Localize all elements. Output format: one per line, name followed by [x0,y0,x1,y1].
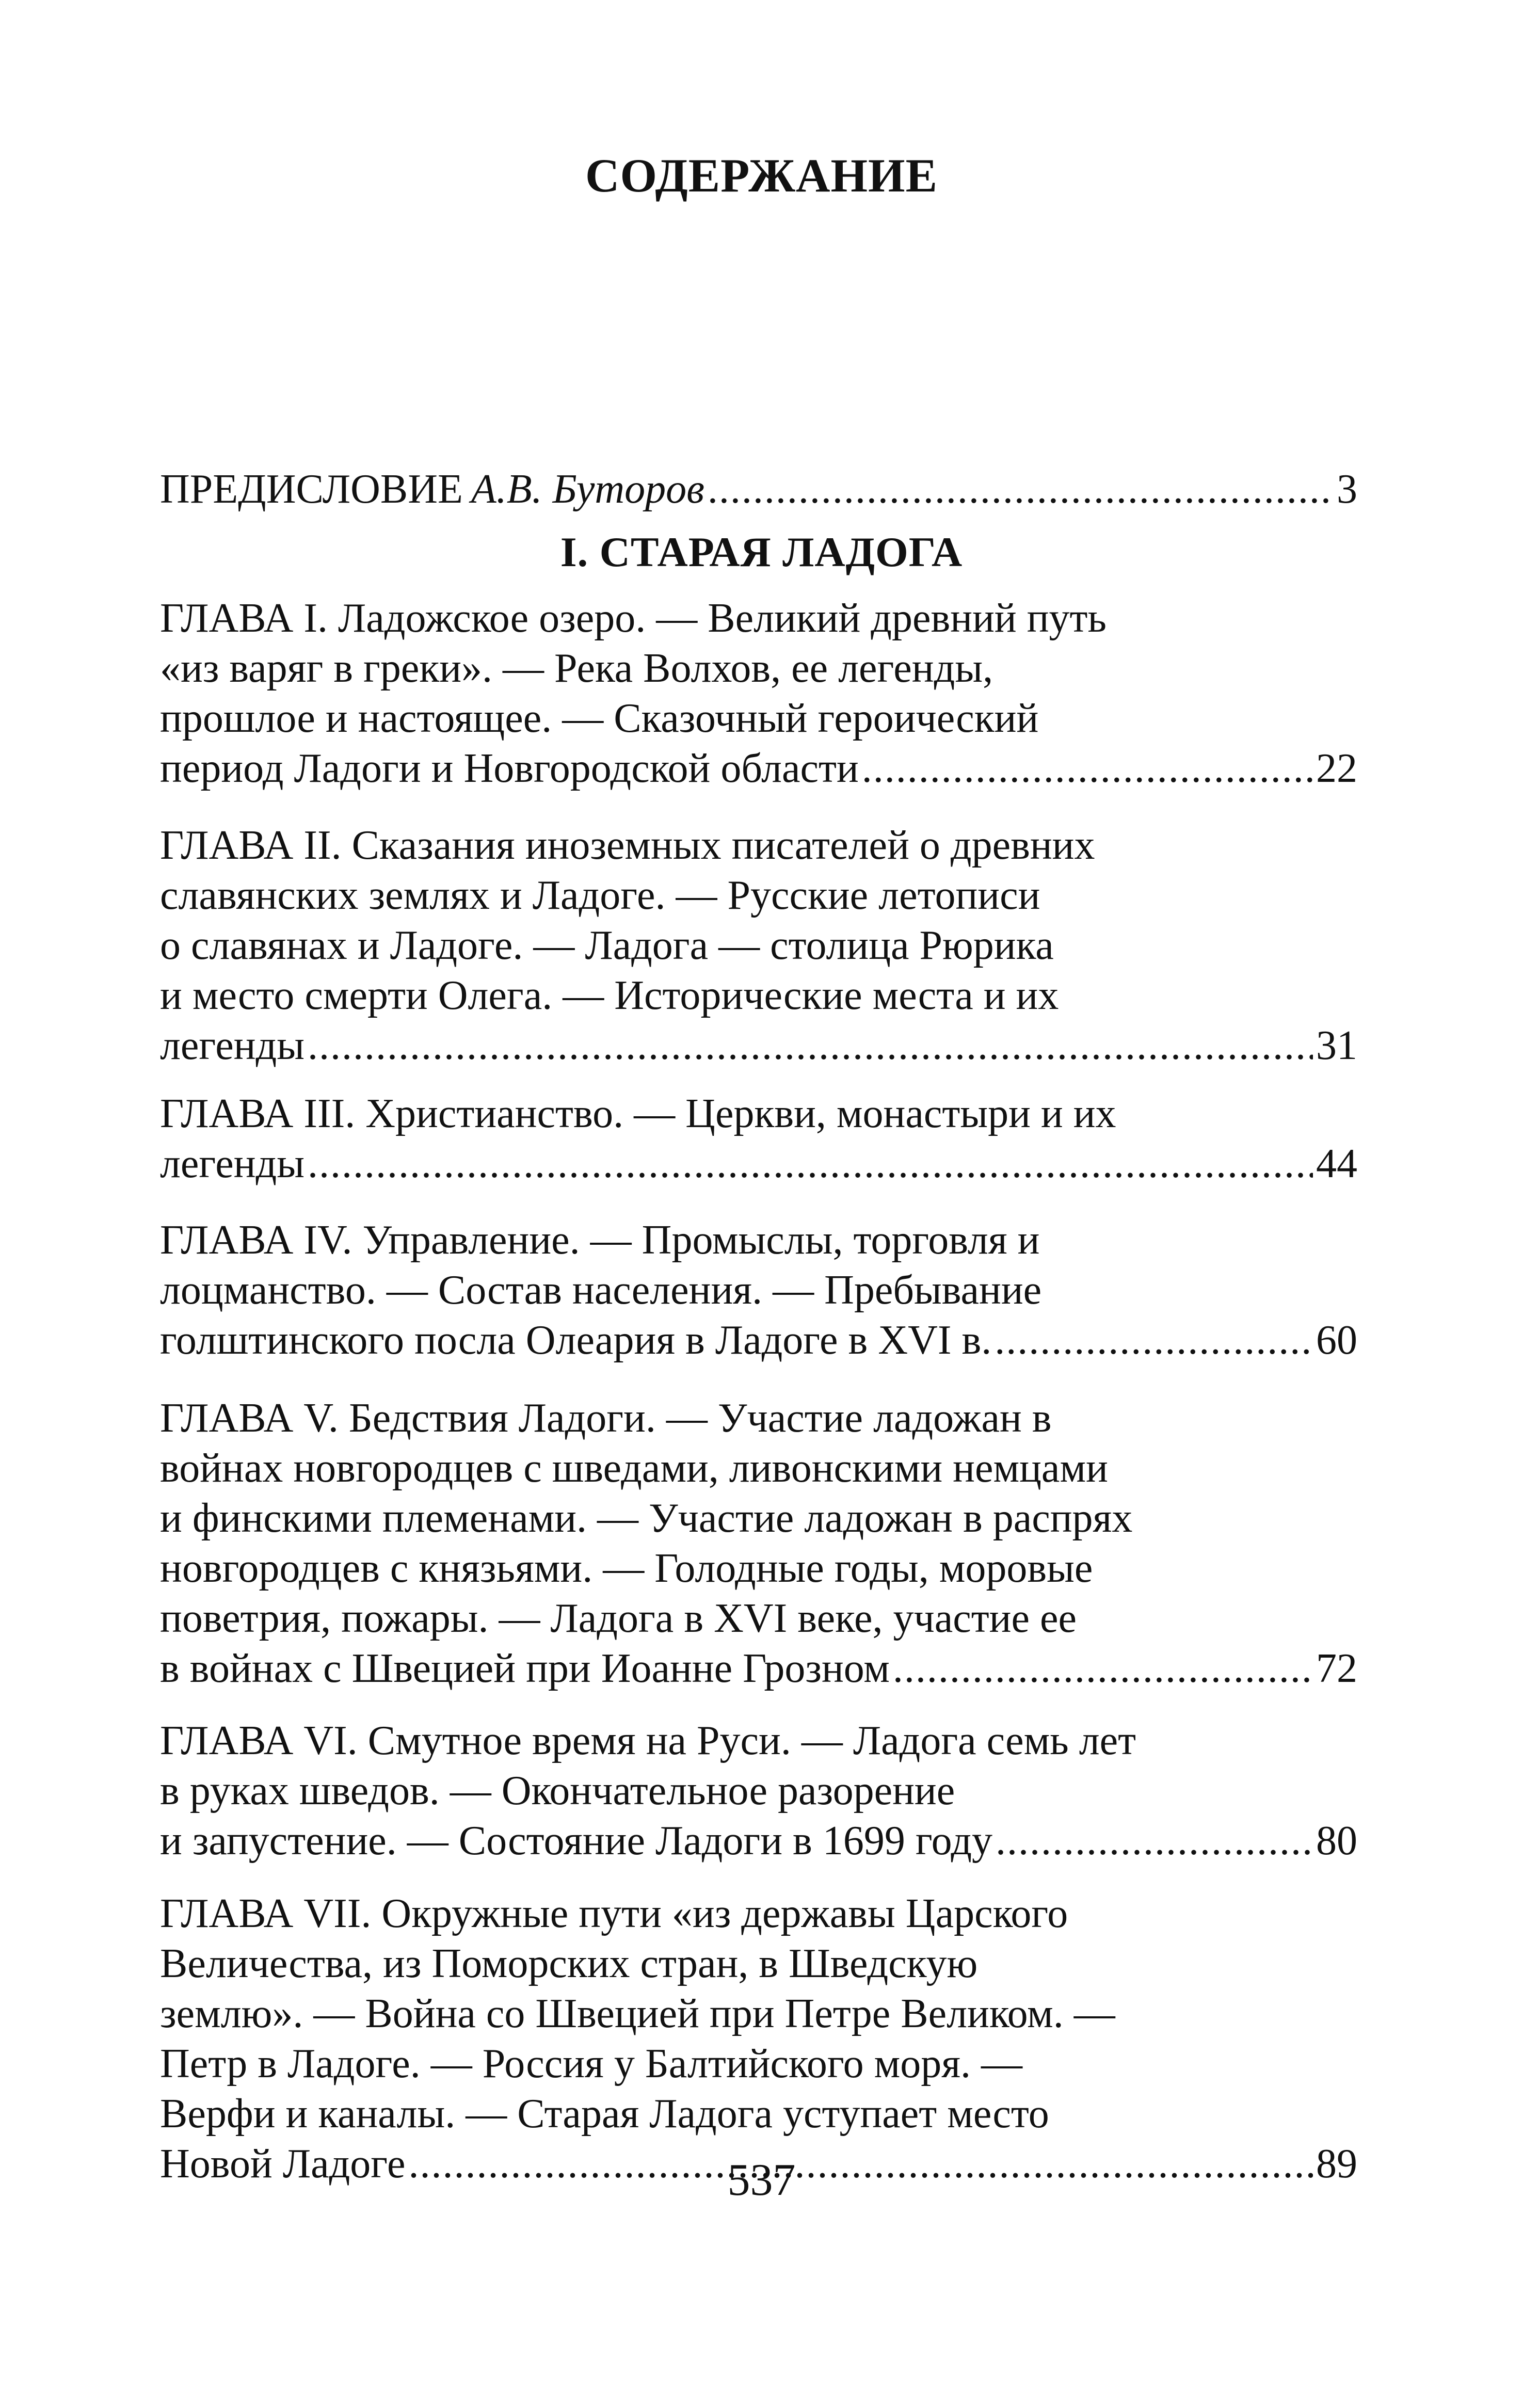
toc-page-number: 3 [1337,467,1357,512]
toc-line [160,1816,1357,1866]
leader-dots [308,1021,1313,1071]
toc-line [160,1644,1357,1694]
toc-entry-line: о славянах и Ладоге. — Ладога — столица Рюрика [160,923,1054,968]
toc-entry-line: землю». — Война со Швецией при Петре Великом. — [160,1991,1115,2036]
toc-entry-line: ГЛАВА III. Христианство. — Церкви, монастыри и их [160,1091,1116,1136]
toc-page-number: 80 [1316,1818,1357,1864]
toc-line [160,744,1357,794]
toc-line [160,1315,1357,1366]
toc-entry-line: ГЛАВА II. Сказания иноземных писателей о древних [160,823,1095,868]
toc-line [160,1021,1357,1071]
toc-entry-chapter-1 [160,593,1357,794]
toc-page-number: 72 [1316,1646,1357,1691]
leader-dots [996,1816,1313,1866]
toc-entry-text: период Ладоги и Новгородской области [160,746,859,791]
toc-entry-text: легенды [160,1141,304,1186]
toc-entry-line: ГЛАВА I. Ладожское озеро. — Великий древний путь [160,596,1107,641]
toc-entry-chapter-2 [160,821,1357,1071]
toc-entry-text: голштинского посла Олеария в Ладоге в XVI в. [160,1318,992,1363]
toc-page-number: 89 [1316,2141,1357,2187]
toc-line [160,464,1357,515]
toc-entry-line: поветрия, пожары. — Ладога в XVI веке, участие ее [160,1596,1077,1641]
toc-entry-line: ГЛАВА V. Бедствия Ладоги. — Участие ладожан в [160,1395,1052,1441]
leader-dots [893,1644,1313,1694]
toc-entry-line: лоцманство. — Состав населения. — Пребывание [160,1267,1042,1313]
preface-label: ПРЕДИСЛОВИЕ [160,467,463,512]
toc-entry-line: славянских землях и Ладоге. — Русские летописи [160,873,1040,918]
toc-entry-line: и финскими племенами. — Участие ладожан в распрях [160,1496,1133,1541]
toc-page-number: 31 [1316,1023,1357,1068]
toc-entry-chapter-6 [160,1716,1357,1866]
toc-entry-line: войнах новгородцев с шведами, ливонскими немцами [160,1446,1108,1491]
leader-dots [308,1139,1313,1189]
toc-entry-chapter-5 [160,1393,1357,1694]
toc-page-number: 44 [1316,1141,1357,1186]
toc-entry-line: Верфи и каналы. — Старая Ладога уступает место [160,2091,1049,2137]
toc-entry-line: в руках шведов. — Окончательное разорение [160,1768,955,1813]
leader-dots [862,744,1313,794]
toc-entry-chapter-3 [160,1089,1357,1189]
toc-entry-line: новгородцев с князьями. — Голодные годы, моровые [160,1546,1093,1591]
toc-entry-line: Величества, из Поморских стран, в Шведскую [160,1941,978,1986]
toc-entry-text: легенды [160,1023,304,1068]
toc-line [160,1139,1357,1189]
toc-entry-line: прошлое и настоящее. — Сказочный героический [160,696,1039,741]
toc-entry-chapter-7 [160,1889,1357,2189]
toc-entry-text [160,464,704,515]
toc-entry-line: «из варяг в греки». — Река Волхов, ее легенды, [160,646,993,691]
section-heading: I. СТАРАЯ ЛАДОГА [560,528,963,575]
page-number: 537 [727,2155,796,2205]
toc-entry-line: ГЛАВА VI. Смутное время на Руси. — Ладога семь лет [160,1718,1136,1763]
page-title: СОДЕРЖАНИЕ [585,149,938,202]
toc-page-number: 22 [1316,746,1357,791]
toc-entry-line: и место смерти Олега. — Исторические места и их [160,973,1059,1018]
toc-entry-text: и запустение. — Состояние Ладоги в 1699 году [160,1818,993,1864]
toc-entry-line: ГЛАВА VII. Окружные пути «из державы Царского [160,1891,1068,1936]
leader-dots [708,464,1334,515]
toc-page-number: 60 [1316,1318,1357,1363]
preface-entry [160,464,1357,515]
leader-dots [995,1315,1313,1366]
toc-entry-chapter-4 [160,1215,1357,1366]
preface-author: А.В. Буторов [471,467,704,512]
toc-entry-text: в войнах с Швецией при Иоанне Грозном [160,1646,890,1691]
toc-entry-line: Петр в Ладоге. — Россия у Балтийского моря. — [160,2041,1023,2086]
toc-entry-text: Новой Ладоге [160,2141,406,2187]
toc-entry-line: ГЛАВА IV. Управление. — Промыслы, торговля и [160,1217,1040,1263]
